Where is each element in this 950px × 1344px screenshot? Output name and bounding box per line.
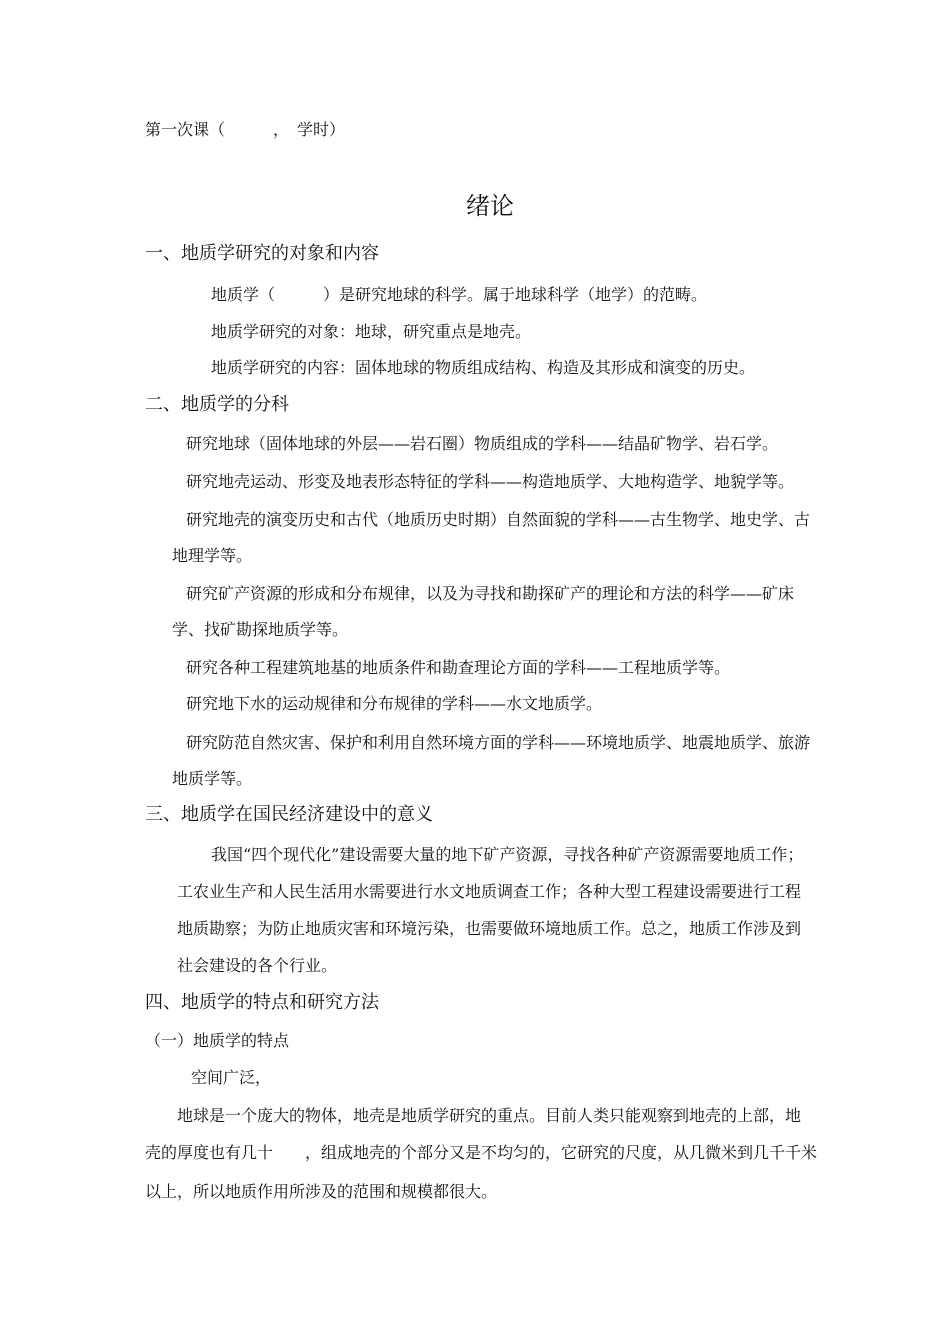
section-2-line: 地质学等。 — [172, 769, 253, 788]
section-2-line: 地理学等。 — [172, 546, 253, 565]
section-3-line: 工农业生产和人民生活用水需要进行水文地质调查工作；各种大型工程建设需要进行工程 — [177, 882, 802, 901]
section-4-line: 壳的厚度也有几十 ，组成地壳的个部分又是不均匀的，它研究的尺度，从几微米到几千千米 — [145, 1143, 818, 1162]
section-2-line: 学、找矿勘探地质学等。 — [172, 620, 349, 639]
lesson-header: 第一次课（ ， 学时） — [145, 120, 346, 139]
section-3-line: 我国“四个现代化”建设需要大量的地下矿产资源，寻找各种矿产资源需要地质工作； — [211, 845, 804, 864]
section-2-line: 研究地壳的演变历史和古代（地质历史时期）自然面貌的学科——古生物学、地史学、古 — [186, 510, 811, 529]
feature-item: 空间广泛， — [191, 1068, 272, 1087]
section-2-heading: 二、地质学的分科 — [145, 394, 289, 415]
section-1-paragraph: 地质学（ ）是研究地球的科学。属于地球科学（地学）的范畴。 — [211, 285, 708, 304]
section-4-line: 地球是一个庞大的物体，地壳是地质学研究的重点。目前人类只能观察到地壳的上部，地 — [177, 1106, 802, 1125]
section-2-line: 研究矿产资源的形成和分布规律，以及为寻找和勘探矿产的理论和方法的科学——矿床 — [186, 584, 795, 603]
section-3-line: 社会建设的各个行业。 — [177, 956, 338, 975]
section-2-line: 研究防范自然灾害、保护和利用自然环境方面的学科——环境地质学、地震地质学、旅游 — [186, 733, 811, 752]
section-2-line: 研究地下水的运动规律和分布规律的学科——水文地质学。 — [186, 694, 603, 713]
section-2-line: 研究地球（固体地球的外层——岩石圈）物质组成的学科——结晶矿物学、岩石学。 — [186, 434, 779, 453]
section-4-heading: 四、地质学的特点和研究方法 — [145, 992, 379, 1013]
subsection-heading: （一）地质学的特点 — [145, 1031, 290, 1050]
section-1-heading: 一、地质学研究的对象和内容 — [145, 243, 379, 264]
section-4-line: 以上，所以地质作用所涉及的范围和规模都很大。 — [145, 1182, 498, 1201]
section-1-paragraph: 地质学研究的对象：地球，研究重点是地壳。 — [211, 322, 532, 341]
section-2-line: 研究各种工程建筑地基的地质条件和勘查理论方面的学科——工程地质学等。 — [186, 658, 731, 677]
section-1-paragraph: 地质学研究的内容：固体地球的物质组成结构、构造及其形成和演变的历史。 — [211, 358, 756, 377]
section-3-heading: 三、地质学在国民经济建设中的意义 — [145, 804, 433, 825]
section-2-line: 研究地壳运动、形变及地表形态特征的学科——构造地质学、大地构造学、地貌学等。 — [186, 472, 795, 491]
page-title: 绪论 — [466, 192, 514, 220]
section-3-line: 地质勘察；为防止地质灾害和环境污染，也需要做环境地质工作。总之，地质工作涉及到 — [177, 919, 802, 938]
